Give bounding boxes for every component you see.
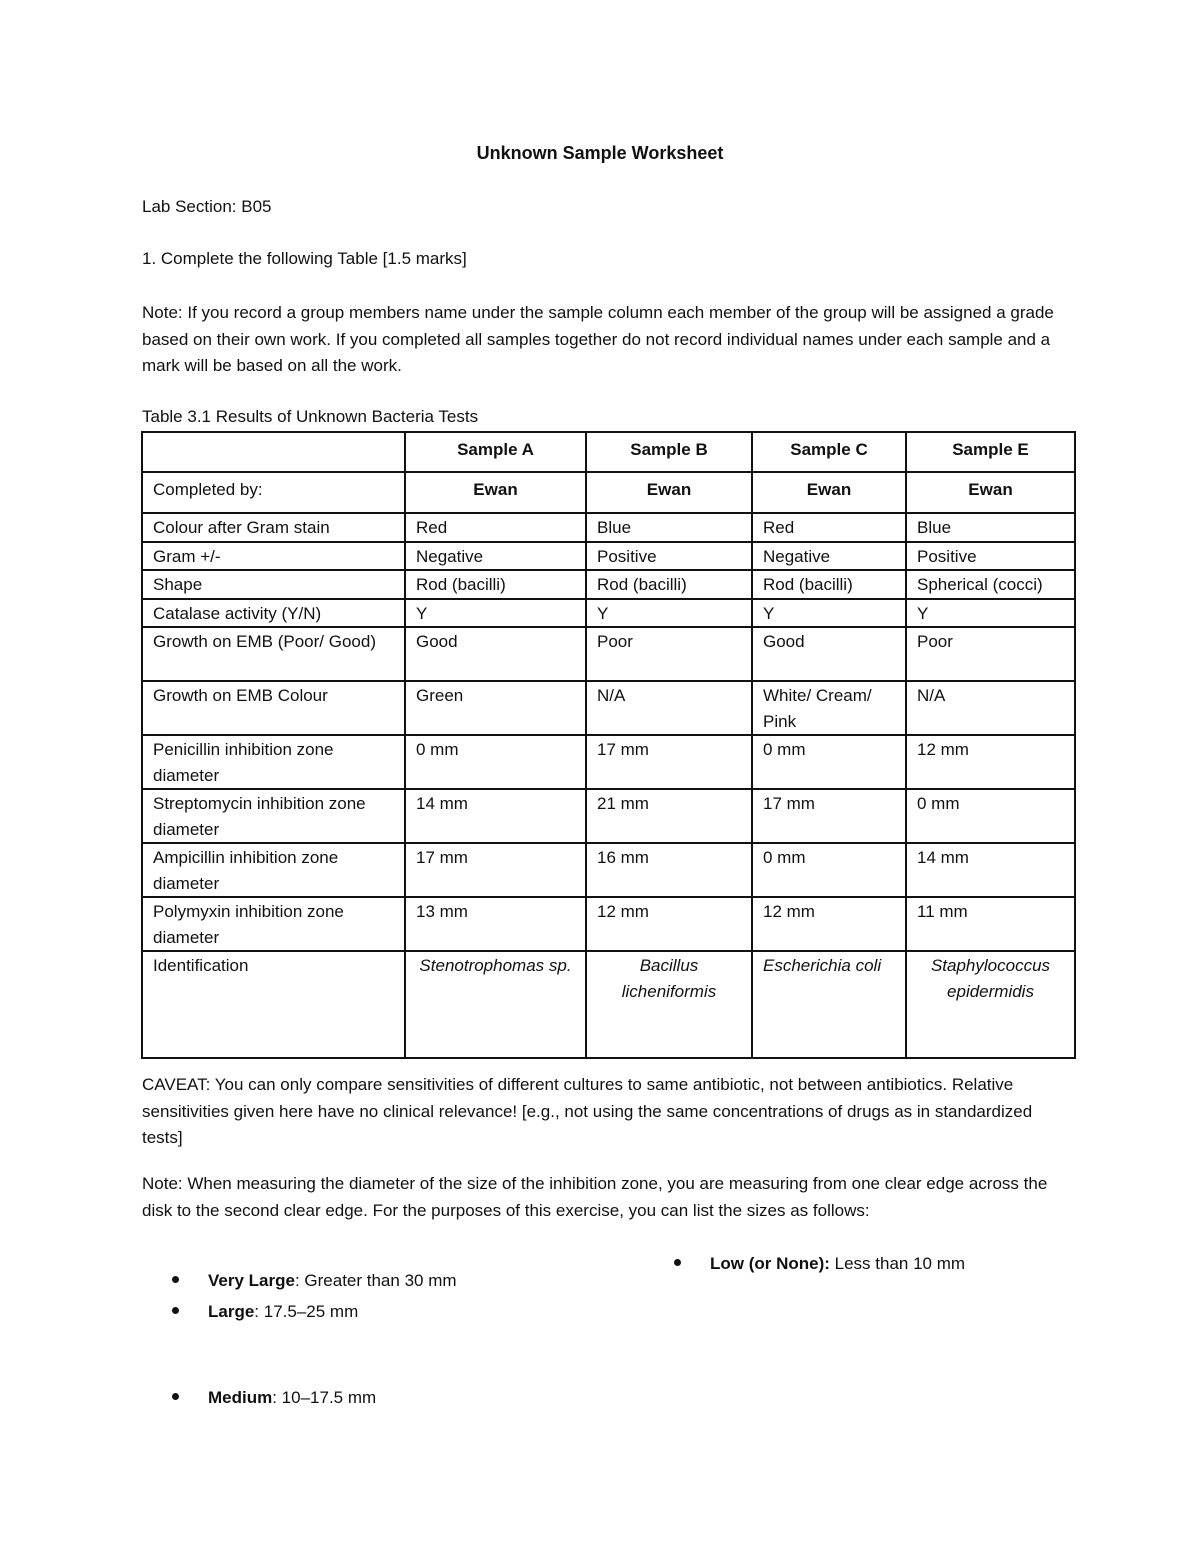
cell-sample-c: 0 mm xyxy=(752,735,906,789)
cell-sample-b: 17 mm xyxy=(586,735,752,789)
cell-sample-a: Green xyxy=(405,681,586,735)
completed-by-label: Completed by: xyxy=(142,472,405,513)
cell-sample-c: Good xyxy=(752,627,906,681)
cell-sample-c: Rod (bacilli) xyxy=(752,570,906,599)
size-label-medium: Medium xyxy=(208,1388,273,1407)
caveat-paragraph: CAVEAT: You can only compare sensitivities of different cultures to same antibiotic, not between antibiotics. Relative sensitivities given here have no clinical relevance! [e.g., not using the same concentrations of drugs as in standardized tests] xyxy=(142,1075,1033,1147)
cell-sample-a: Y xyxy=(405,599,586,628)
cell-sample-a: Red xyxy=(405,513,586,542)
cell-sample-c: 12 mm xyxy=(752,897,906,951)
row-label: Colour after Gram stain xyxy=(142,513,405,542)
size-label-low: Low (or None): xyxy=(710,1254,830,1273)
row-label: Penicillin inhibition zone diameter xyxy=(142,735,405,789)
cell-sample-b: Rod (bacilli) xyxy=(586,570,752,599)
bullet-icon xyxy=(172,1276,179,1283)
cell-sample-c: 17 mm xyxy=(752,789,906,843)
cell-sample-e: Blue xyxy=(906,513,1075,542)
bullet-icon xyxy=(172,1393,179,1400)
row-label: Growth on EMB (Poor/ Good) xyxy=(142,627,405,681)
row-label: Catalase activity (Y/N) xyxy=(142,599,405,628)
cell-sample-e: 12 mm xyxy=(906,735,1075,789)
list-item xyxy=(674,1254,965,1274)
cell-sample-b: Blue xyxy=(586,513,752,542)
cell-sample-a: Rod (bacilli) xyxy=(405,570,586,599)
question-1: 1. Complete the following Table [1.5 marks] xyxy=(142,249,467,268)
cell-sample-b: N/A xyxy=(586,681,752,735)
header-sample-e: Sample E xyxy=(906,432,1075,472)
size-label-very-large: Very Large xyxy=(208,1271,295,1290)
completed-by-sample-a: Ewan xyxy=(405,472,586,513)
cell-sample-e: Spherical (cocci) xyxy=(906,570,1075,599)
completed-by-sample-c: Ewan xyxy=(752,472,906,513)
note-inhibition-zone: Note: When measuring the diameter of the size of the inhibition zone, you are measuring from one clear edge across the disk to the second clear edge. For the purposes of this exercise, you can list the sizes as follows: xyxy=(142,1174,1048,1220)
list-item xyxy=(172,1388,376,1408)
row-label: Growth on EMB Colour xyxy=(142,681,405,735)
cell-sample-b: Poor xyxy=(586,627,752,681)
list-item xyxy=(172,1271,457,1291)
size-text-very-large: : Greater than 30 mm xyxy=(294,1271,457,1290)
cell-sample-e: N/A xyxy=(906,681,1075,735)
cell-sample-b: Positive xyxy=(586,542,752,571)
table-caption: Table 3.1 Results of Unknown Bacteria Tests xyxy=(142,407,479,426)
list-item xyxy=(172,1302,358,1322)
row-label: Ampicillin inhibition zone diameter xyxy=(142,843,405,897)
cell-sample-a: Good xyxy=(405,627,586,681)
lab-section: Lab Section: B05 xyxy=(142,197,272,216)
cell-sample-c: 0 mm xyxy=(752,843,906,897)
header-sample-c: Sample C xyxy=(752,432,906,472)
header-sample-b: Sample B xyxy=(586,432,752,472)
cell-sample-a: Negative xyxy=(405,542,586,571)
cell-sample-e: Poor xyxy=(906,627,1075,681)
cell-sample-b: Y xyxy=(586,599,752,628)
header-sample-a: Sample A xyxy=(405,432,586,472)
cell-sample-e: 0 mm xyxy=(906,789,1075,843)
cell-sample-c: Red xyxy=(752,513,906,542)
size-categories-list xyxy=(172,0,1072,1553)
page-title: Unknown Sample Worksheet xyxy=(476,143,724,163)
cell-sample-b: 12 mm xyxy=(586,897,752,951)
cell-sample-e: Y xyxy=(906,599,1075,628)
cell-sample-a: 0 mm xyxy=(405,735,586,789)
identification-sample-e: Staphylococcus epidermidis xyxy=(906,951,1075,1058)
row-label: Shape xyxy=(142,570,405,599)
cell-sample-e: Positive xyxy=(906,542,1075,571)
identification-label: Identification xyxy=(142,951,405,1058)
size-text-large: : 17.5–25 mm xyxy=(254,1302,359,1321)
note-group-members: Note: If you record a group members name under the sample column each member of the group will be assigned a grade based on their own work. If you completed all samples together do not record individual names under each sample and a mark will be based on all the work. xyxy=(142,303,1054,375)
size-text-low: Less than 10 mm xyxy=(829,1254,966,1273)
cell-sample-b: 16 mm xyxy=(586,843,752,897)
identification-sample-a: Stenotrophomas sp. xyxy=(405,951,586,1058)
cell-sample-a: 17 mm xyxy=(405,843,586,897)
row-label: Streptomycin inhibition zone diameter xyxy=(142,789,405,843)
cell-sample-c: White/ Cream/ Pink xyxy=(752,681,906,735)
cell-sample-a: 13 mm xyxy=(405,897,586,951)
cell-sample-e: 11 mm xyxy=(906,897,1075,951)
size-label-large: Large xyxy=(208,1302,255,1321)
cell-sample-e: 14 mm xyxy=(906,843,1075,897)
size-text-medium: : 10–17.5 mm xyxy=(272,1388,377,1407)
cell-sample-a: 14 mm xyxy=(405,789,586,843)
completed-by-sample-e: Ewan xyxy=(906,472,1075,513)
identification-sample-c: Escherichia coli xyxy=(752,951,906,1058)
cell-sample-b: 21 mm xyxy=(586,789,752,843)
row-label: Gram +/- xyxy=(142,542,405,571)
cell-sample-c: Y xyxy=(752,599,906,628)
bullet-icon xyxy=(172,1307,179,1314)
identification-sample-b: Bacillus licheniformis xyxy=(586,951,752,1058)
row-label: Polymyxin inhibition zone diameter xyxy=(142,897,405,951)
cell-sample-c: Negative xyxy=(752,542,906,571)
completed-by-sample-b: Ewan xyxy=(586,472,752,513)
bullet-icon xyxy=(674,1259,681,1266)
